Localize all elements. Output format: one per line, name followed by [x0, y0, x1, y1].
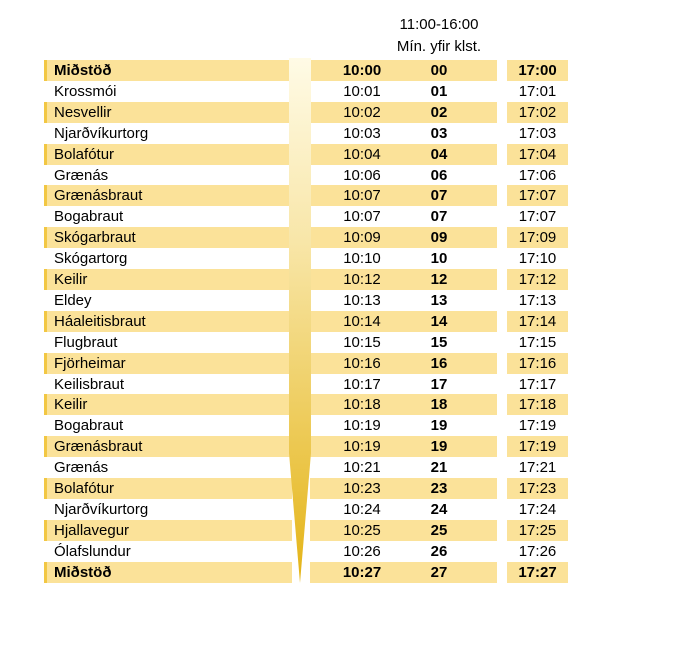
- stop-name: Grænás: [54, 166, 109, 184]
- last-departure: 17:19: [507, 436, 568, 457]
- stop-name: Eldey: [54, 291, 92, 309]
- stop-name: Krossmói: [54, 82, 117, 100]
- first-departure: 10:06: [343, 166, 381, 184]
- stop-name: Bogabraut: [54, 417, 124, 435]
- last-departure: 17:25: [507, 520, 568, 541]
- period-header: 11:00-16:00: [399, 16, 479, 33]
- minutes-past-hour: 09: [381, 227, 497, 248]
- minutes-past-hour: 12: [381, 269, 497, 290]
- stop-name: Bolafótur: [47, 478, 292, 499]
- minutes-past-hour: 06: [430, 166, 448, 184]
- last-departure: 17:00: [507, 60, 568, 81]
- first-departure: 10:23: [310, 478, 414, 499]
- first-departure: 10:14: [310, 311, 414, 332]
- stop-name: Fjörheimar: [47, 353, 292, 374]
- minutes-past-hour: 16: [381, 353, 497, 374]
- minutes-past-hour: 04: [381, 144, 497, 165]
- stop-name: Njarðvíkurtorg: [54, 124, 149, 142]
- last-departure: 17:23: [507, 478, 568, 499]
- last-departure: 17:04: [507, 144, 568, 165]
- direction-arrow-icon: [288, 58, 312, 583]
- first-departure: 10:00: [310, 60, 414, 81]
- last-departure: 17:02: [507, 102, 568, 123]
- first-departure: 10:09: [310, 227, 414, 248]
- minutes-past-hour: 10: [430, 250, 448, 268]
- last-departure: 17:15: [518, 333, 557, 351]
- first-departure: 10:02: [310, 102, 414, 123]
- last-departure: 17:27: [507, 562, 568, 583]
- first-departure: 10:17: [343, 375, 381, 393]
- first-departure: 10:18: [310, 394, 414, 415]
- first-departure: 10:19: [310, 436, 414, 457]
- stop-name: Grænásbraut: [47, 185, 292, 206]
- stop-name: Bolafótur: [47, 144, 292, 165]
- first-departure: 10:01: [343, 82, 381, 100]
- last-departure: 17:10: [518, 250, 557, 268]
- minutes-past-hour: 03: [430, 124, 448, 142]
- minutes-past-hour: 23: [381, 478, 497, 499]
- stop-name: Grænásbraut: [47, 436, 292, 457]
- minutes-past-hour: 07: [381, 185, 497, 206]
- stop-name: Ólafslundur: [54, 542, 131, 560]
- minutes-past-hour: 25: [381, 520, 497, 541]
- stop-name: Miðstöð: [47, 60, 292, 81]
- first-departure: 10:16: [310, 353, 414, 374]
- minutes-past-hour: 00: [381, 60, 497, 81]
- first-departure: 10:27: [310, 562, 414, 583]
- minutes-past-hour: 19: [381, 436, 497, 457]
- minutes-past-hour: 07: [430, 208, 448, 226]
- minutes-header: Mín. yfir klst.: [396, 38, 482, 55]
- last-departure: 17:12: [507, 269, 568, 290]
- first-departure: 10:12: [310, 269, 414, 290]
- last-departure: 17:13: [518, 291, 557, 309]
- last-departure: 17:03: [518, 124, 557, 142]
- minutes-past-hour: 15: [430, 333, 448, 351]
- minutes-past-hour: 01: [430, 82, 448, 100]
- last-departure: 17:01: [518, 82, 557, 100]
- last-departure: 17:07: [518, 208, 557, 226]
- first-departure: 10:07: [343, 208, 381, 226]
- minutes-past-hour: 14: [381, 311, 497, 332]
- minutes-past-hour: 21: [430, 459, 448, 477]
- first-departure: 10:15: [343, 333, 381, 351]
- stop-name: Skógartorg: [54, 250, 128, 268]
- stop-name: Háaleitisbraut: [47, 311, 292, 332]
- last-departure: 17:07: [507, 185, 568, 206]
- minutes-past-hour: 27: [381, 562, 497, 583]
- stop-name: Keilir: [47, 394, 292, 415]
- minutes-past-hour: 13: [430, 291, 448, 309]
- last-departure: 17:16: [507, 353, 568, 374]
- first-departure: 10:21: [343, 459, 381, 477]
- first-departure: 10:13: [343, 291, 381, 309]
- last-departure: 17:19: [518, 417, 557, 435]
- last-departure: 17:14: [507, 311, 568, 332]
- minutes-past-hour: 18: [381, 394, 497, 415]
- first-departure: 10:19: [343, 417, 381, 435]
- stop-name: Miðstöð: [47, 562, 292, 583]
- stop-name: Keilir: [47, 269, 292, 290]
- stop-name: Bogabraut: [54, 208, 124, 226]
- first-departure: 10:25: [310, 520, 414, 541]
- first-departure: 10:04: [310, 144, 414, 165]
- last-departure: 17:18: [507, 394, 568, 415]
- stop-name: Hjallavegur: [47, 520, 292, 541]
- first-departure: 10:10: [343, 250, 381, 268]
- stop-name: Keilisbraut: [54, 375, 125, 393]
- stop-name: Skógarbraut: [47, 227, 292, 248]
- minutes-past-hour: 17: [430, 375, 448, 393]
- last-departure: 17:24: [518, 500, 557, 518]
- first-departure: 10:07: [310, 185, 414, 206]
- last-departure: 17:21: [518, 459, 557, 477]
- last-departure: 17:17: [518, 375, 557, 393]
- last-departure: 17:26: [518, 542, 557, 560]
- stop-name: Flugbraut: [54, 333, 118, 351]
- stop-name: Nesvellir: [47, 102, 292, 123]
- stop-name: Njarðvíkurtorg: [54, 500, 149, 518]
- last-departure: 17:09: [507, 227, 568, 248]
- minutes-past-hour: 24: [430, 500, 448, 518]
- minutes-past-hour: 19: [430, 417, 448, 435]
- first-departure: 10:24: [343, 500, 381, 518]
- stop-name: Grænás: [54, 459, 109, 477]
- last-departure: 17:06: [518, 166, 557, 184]
- minutes-past-hour: 26: [430, 542, 448, 560]
- minutes-past-hour: 02: [381, 102, 497, 123]
- first-departure: 10:03: [343, 124, 381, 142]
- first-departure: 10:26: [343, 542, 381, 560]
